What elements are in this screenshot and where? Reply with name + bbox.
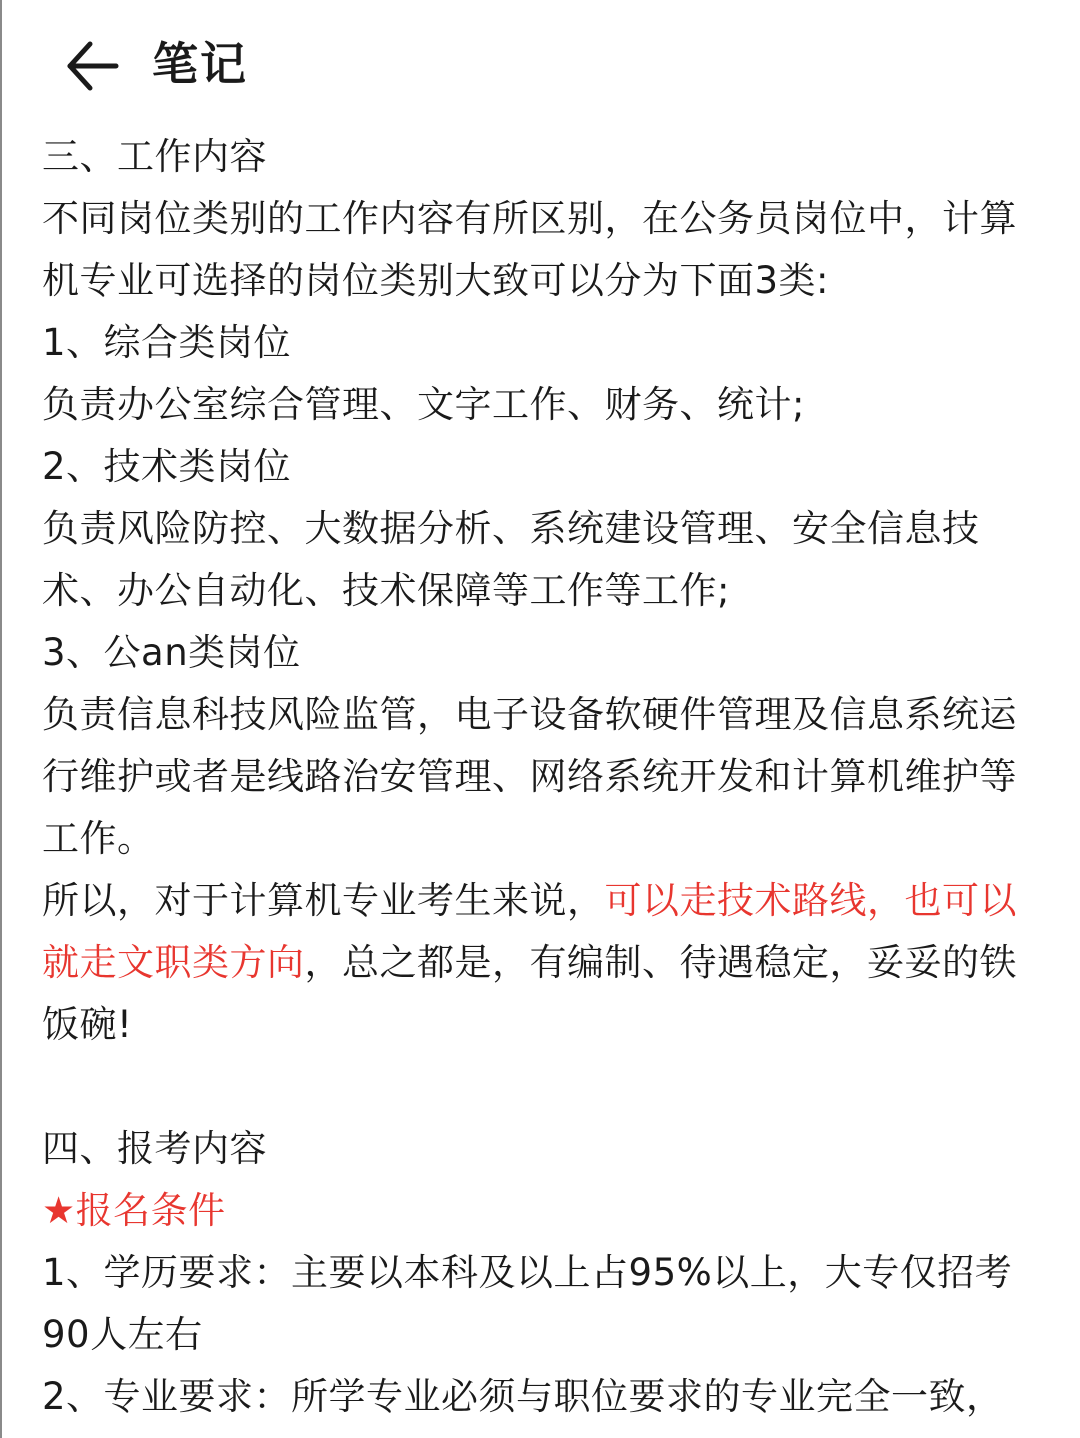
back-button[interactable]	[60, 36, 124, 96]
requirement-item: 2、专业要求：所学专业必须与职位要求的专业完全一致，	[42, 1375, 1004, 1418]
list-item-description: 负责风险防控、大数据分析、系统建设管理、安全信息技术、办公自动化、技术保障等工作等工作;	[42, 507, 980, 612]
conclusion-text: 所以，对于计算机专业考生来说，	[42, 879, 605, 922]
conclusion-text: ，总之都是，有编制、待遇稳定，妥妥的铁饭碗!	[42, 941, 1017, 1046]
list-item-title: 1、综合类岗位	[42, 321, 292, 364]
window-edge	[0, 0, 2, 1438]
note-content[interactable]	[42, 126, 1042, 1428]
blank-line	[42, 1056, 1042, 1118]
list-item-description: 负责办公室综合管理、文字工作、财务、统计;	[42, 383, 805, 426]
highlighted-text: 可以走技术路线，也可以就走文职类方向	[42, 879, 1017, 984]
list-item-title: 3、公an类岗位	[42, 631, 301, 674]
page-title: 笔记	[152, 37, 248, 91]
app-header	[0, 0, 1080, 128]
section-heading: 三、工作内容	[42, 135, 267, 178]
requirement-item: 1、学历要求：主要以本科及以上占95%以上，大专仅招考90人左右	[42, 1251, 1013, 1356]
list-item-description: 负责信息科技风险监管，电子设备软硬件管理及信息系统运行维护或者是线路治安管理、网络系统开发和计算机维护等工作。	[42, 693, 1017, 860]
paragraph: 不同岗位类别的工作内容有所区别，在公务员岗位中，计算机专业可选择的岗位类别大致可以分为下面3类:	[42, 197, 1017, 302]
arrow-left-icon	[60, 36, 124, 96]
conclusion-paragraph	[42, 870, 1042, 1056]
section-heading: 四、报考内容	[42, 1127, 267, 1170]
requirements-heading: ★报名条件	[42, 1189, 226, 1232]
list-item-title: 2、技术类岗位	[42, 445, 292, 488]
